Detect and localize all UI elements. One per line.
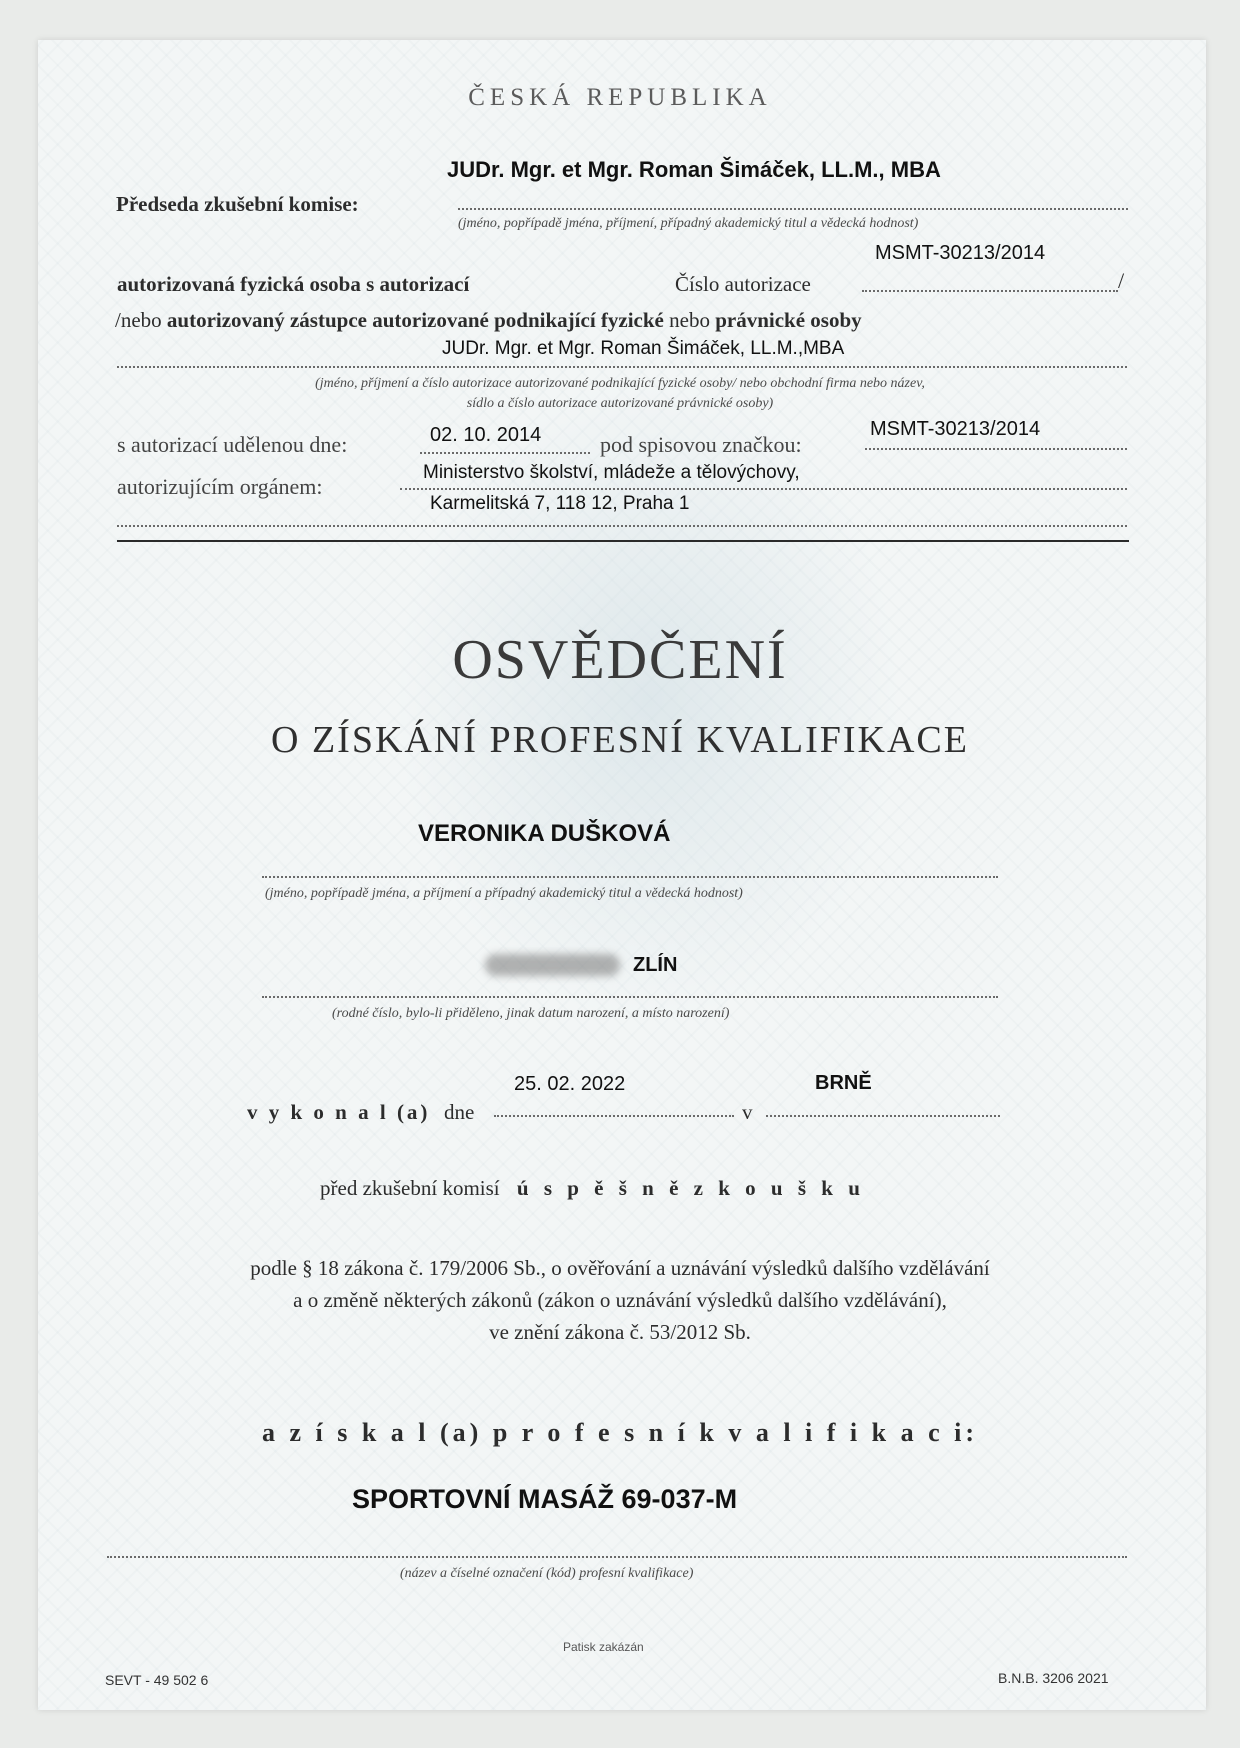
birth-dotted-line <box>262 996 998 998</box>
law-line-2: a o změně některých zákonů (zákon o uznávání výsledků dalšího vzdělávání), <box>293 1288 947 1312</box>
qualification-dotted-line <box>107 1556 1127 1558</box>
law-line-3: ve znění zákona č. 53/2012 Sb. <box>489 1320 751 1344</box>
exam-commission-line <box>320 1176 865 1201</box>
reprint-notice: Patisk zakázán <box>563 1640 644 1654</box>
granted-date-dotted-line <box>420 452 590 454</box>
authorization-slash: / <box>1118 268 1125 293</box>
chairman-name: JUDr. Mgr. et Mgr. Roman Šimáček, LL.M., MBA <box>447 157 941 182</box>
representative-or: nebo <box>669 308 710 332</box>
certificate-subtitle: O ZÍSKÁNÍ PROFESNÍ KVALIFIKACE <box>271 719 969 761</box>
certificate-title: OSVĚDČENÍ <box>452 629 788 691</box>
authority-dotted-line-2 <box>117 525 1127 527</box>
file-number-dotted-line <box>865 448 1127 450</box>
exam-date-dotted-line <box>494 1115 734 1117</box>
holder-name-hint: (jméno, popřípadě jména, a příjmení a případný akademický titul a vědecká hodnost) <box>265 886 743 901</box>
representative-hint-1: (jméno, příjmení a číslo autorizace autorizované podnikající fyzické osoby/ nebo obchodní firma nebo název, <box>315 376 925 391</box>
granted-date-label: s autorizací udělenou dne: <box>117 432 348 457</box>
header-divider <box>117 540 1129 542</box>
footer-right-code: B.N.B. 3206 2021 <box>998 1670 1109 1686</box>
exam-success-text: ú s p ě š n ě z k o u š k u <box>516 1176 865 1200</box>
representative-bold-1: autorizovaný zástupce autorizované podnikající fyzické <box>166 308 664 332</box>
exam-commission-text: před zkušební komisí <box>320 1176 500 1200</box>
chairman-hint: (jméno, popřípadě jména, příjmení, případný akademický titul a vědecká hodnost) <box>458 216 919 231</box>
law-line-1: podle § 18 zákona č. 179/2006 Sb., o ověřování a uznávání výsledků dalšího vzdělávání <box>250 1256 990 1280</box>
exam-date-value: 25. 02. 2022 <box>514 1073 626 1095</box>
qualification-value: SPORTOVNÍ MASÁŽ 69-037-M <box>352 1484 738 1514</box>
authority-dotted-line-1 <box>400 488 1127 490</box>
chairman-dotted-line <box>458 208 1128 210</box>
exam-date-label: dne <box>444 1100 475 1124</box>
authorization-number-value: MSMT-30213/2014 <box>875 242 1046 264</box>
redacted-birth-number <box>485 954 620 976</box>
birth-place: ZLÍN <box>633 954 678 976</box>
birth-hint: (rodné číslo, bylo-li přiděleno, jinak datum narození, a místo narození) <box>332 1006 730 1021</box>
country-heading: ČESKÁ REPUBLIKA <box>468 84 772 111</box>
footer-left-code: SEVT - 49 502 6 <box>105 1672 209 1688</box>
exam-place-value: BRNĚ <box>815 1072 872 1094</box>
representative-prefix: /nebo <box>115 308 162 332</box>
exam-place-dotted-line <box>766 1115 1000 1117</box>
representative-bold-2: právnické osoby <box>715 308 862 332</box>
holder-name-dotted-line <box>262 876 998 878</box>
authorized-person-label: autorizovaná fyzická osoba s autorizací <box>117 272 470 296</box>
qualification-hint: (název a číselné označení (kód) profesní kvalifikace) <box>400 1566 694 1581</box>
qualification-heading: a z í s k a l (a) p r o f e s n í k v a l i f i k a c i: <box>261 1418 979 1447</box>
authority-value-line-2: Karmelitská 7, 118 12, Praha 1 <box>430 493 690 514</box>
representative-value: JUDr. Mgr. et Mgr. Roman Šimáček, LL.M.,MBA <box>442 338 845 359</box>
authorization-number-dotted-line <box>862 290 1118 292</box>
authority-value-line-1: Ministerstvo školství, mládeže a tělovýchovy, <box>423 462 800 483</box>
authority-label: autorizujícím orgánem: <box>117 474 323 499</box>
chairman-label: Předseda zkušební komise: <box>116 192 359 216</box>
file-number-value: MSMT-30213/2014 <box>870 418 1041 440</box>
authorization-number-label: Číslo autorizace <box>675 272 811 296</box>
file-number-label: pod spisovou značkou: <box>600 432 802 457</box>
representative-dotted-line <box>117 366 1127 368</box>
granted-date-value: 02. 10. 2014 <box>430 424 542 446</box>
representative-line <box>115 308 862 333</box>
representative-hint-2: sídlo a číslo autorizace autorizované právnické osoby) <box>466 396 774 411</box>
exam-place-label: v <box>742 1100 753 1124</box>
exam-performed-label: v y k o n a l (a) <box>247 1100 431 1124</box>
holder-name: VERONIKA DUŠKOVÁ <box>418 820 671 847</box>
